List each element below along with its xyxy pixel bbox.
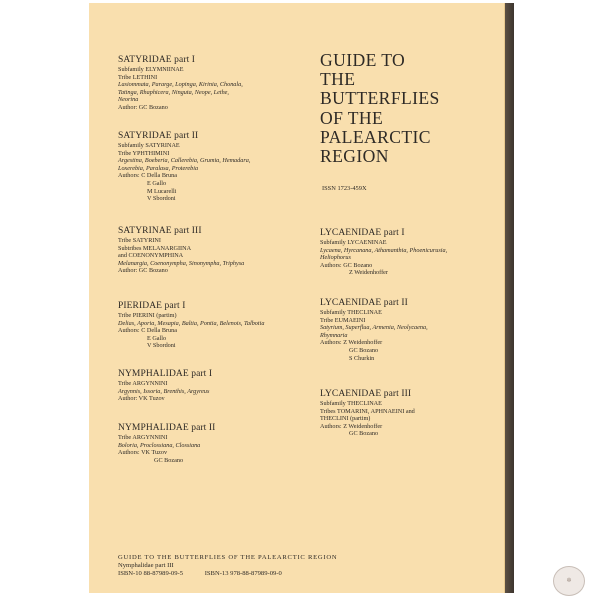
isbn-13: ISBN-13 978-88-87989-09-0 [204,570,282,578]
footer-volume: Nymphalidae part III [118,562,174,570]
volume-lycaenidae-part-3: LYCAENIDAE part III Subfamily THECLINAE Tribes TOMARINI, APHNAEINI and THECLINI (partim) Authors: Z Weidenhoffer GC Bozano [320,389,415,438]
footer-block [118,554,337,579]
volume-pieridae-part-1: PIERIDAE part I Tribe PIERINI (partim) Delias, Aporia, Mesapia, Baltia, Pontia, Belenois, Talbotia Authors: C Della Bruna E Gallo V Sbordoni [118,301,265,350]
issn: ISSN 1723-459X [322,185,367,192]
isbn-10: ISBN-10 88-87989-09-5 [118,570,184,578]
volume-nymphalidae-part-2: NYMPHALIDAE part II Tribe ARGYNNINI Boloria, Proclossiana, Clossiana Authors: VK Tuzov GC Bozano [118,423,216,464]
volume-nymphalidae-part-1: NYMPHALIDAE part I Tribe ARGYNNINI Argynnis, Issoria, Brenthis, Argyreus Author: VK Tuzov [118,369,213,403]
volume-lycaenidae-part-1: LYCAENIDAE part I Subfamily LYCAENINAE Lycaena, Hyrcanana, Athamanthia, Phoenicurusia, Heliophorus Authors: GC Bozano Z Weidenhoffer [320,228,448,277]
volume-satyridae-part-2: SATYRIDAE part II Subfamily SATYRINAE Tribe YPHTHIMINI Argestina, Boeberia, Callerebia, Grumia, Hemadara, Loxerebia, Paralasa, Proterebia Authors: C Della Bruna E Gallo M Lucarelli V Sbordoni [118,131,251,203]
volume-lycaenidae-part-2: LYCAENIDAE part II Subfamily THECLINAE Tribe EUMAEINI Satyrium, Superflua, Armenia, Neolycaena, Rhymnaria Authors: Z Weidenhoffer GC Bozano S Churkin [320,298,428,362]
volume-satyridae-part-1: SATYRIDAE part I Subfamily ELYMNIINAE Tribe LETHINI Lasiommata, Pararge, Lopinga, Kirinia, Chonala, Tatinga, Rhaphicera, Ninguta, Neope, Lethe, Neorina Author: GC Bozano [118,55,243,111]
series-title: GUIDE TO THE BUTTERFLIES OF THE PALEARCTIC REGION [320,50,440,167]
watermark-stamp-icon: ✽ [553,566,585,596]
footer-series-title: GUIDE TO THE BUTTERFLIES OF THE PALEARCTIC REGION [118,554,338,561]
volume-satyrinae-part-3: SATYRINAE part III Tribe SATYRINI Subtribes MELANARGIINA and COENONYMPHINA Melanargia, Coenonympha, Sinonympha, Triphysa Author: GC Bozano [118,226,245,275]
book-spine [505,3,514,593]
